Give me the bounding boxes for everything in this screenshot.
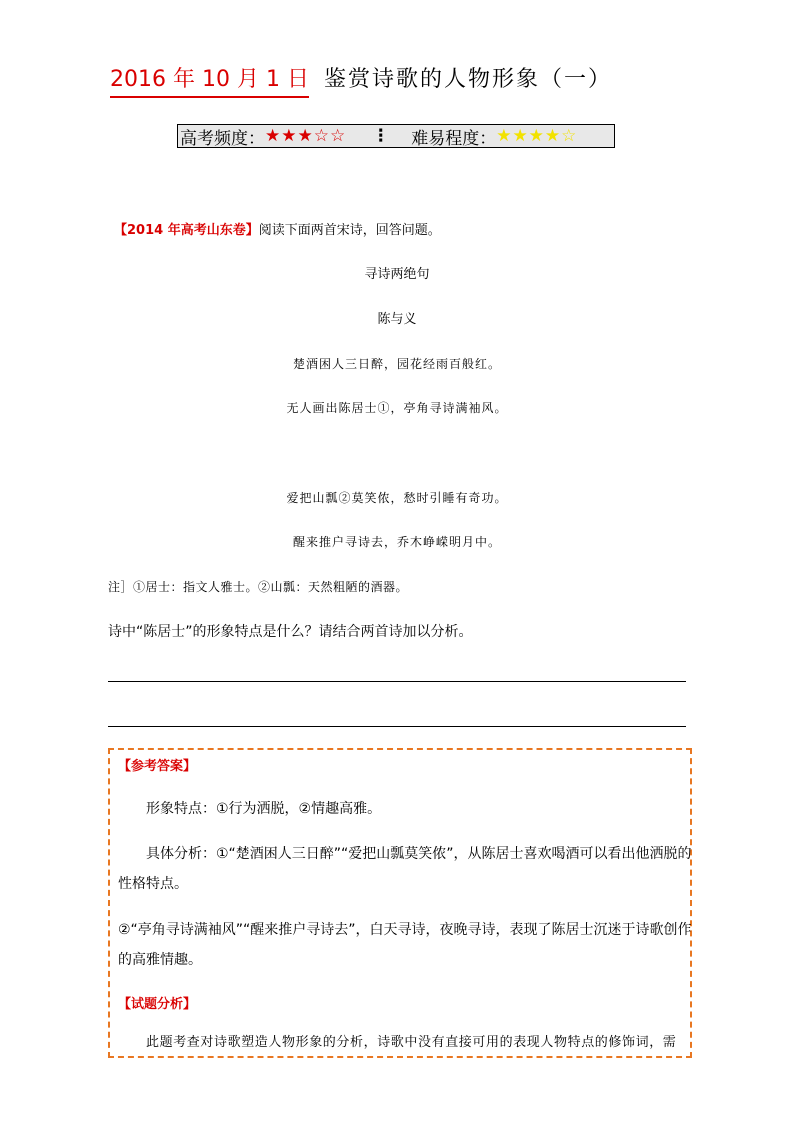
reference-answer-label: 【参考答案】 (118, 759, 197, 774)
difficulty-stars: ★★★★☆ (496, 126, 578, 146)
question-intro (114, 222, 441, 240)
poem-title: 寻诗两绝句 (364, 267, 430, 282)
answer-text: 性格特点。 (118, 876, 188, 892)
question-prompt: 诗中“陈居士”的形象特点是什么？请结合两首诗加以分析。 (108, 624, 473, 640)
analysis-label: 【试题分析】 (118, 997, 197, 1012)
question-source: 【2014 年高考山东卷】 (114, 223, 259, 238)
difficulty-label: 难易程度： (411, 128, 497, 149)
answer-blank-line (108, 726, 686, 727)
question-intro-text: 阅读下面两首宋诗，回答问题。 (258, 223, 441, 238)
answer-text: 形象特点：①行为洒脱，②情趣高雅。 (146, 801, 382, 817)
poem-verse: 爱把山瓢②莫笑侬，愁时引睡有奇功。 (286, 491, 508, 505)
poem-note: 注］①居士：指文人雅士。②山瓢：天然粗陋的酒器。 (108, 580, 409, 594)
rating-box (177, 124, 615, 148)
title-date: 2016 年 10 月 1 日 (110, 66, 309, 98)
answer-text: 的高雅情趣。 (118, 952, 202, 968)
rating-separator: ⋮ (372, 126, 390, 146)
answer-blank-line (108, 681, 686, 682)
poem-verse: 醒来推户寻诗去，乔木峥嵘明月中。 (292, 535, 501, 549)
frequency-label: 高考频度： (180, 128, 265, 149)
poem-verse: 无人画出陈居士①，亭角寻诗满袖风。 (286, 401, 508, 415)
poem-verse: 楚酒困人三日醉，园花经雨百般红。 (292, 357, 501, 371)
answer-text: 具体分析：①“楚酒困人三日醉”“爱把山瓢莫笑侬”，从陈居士喜欢喝酒可以看出他洒脱的 (146, 846, 692, 862)
frequency-stars: ★★★☆☆ (265, 126, 347, 146)
page-title: 鉴赏诗歌的人物形象（一） (324, 67, 613, 92)
poem-author: 陈与义 (377, 312, 417, 327)
answer-text: ②“亭角寻诗满袖风”“醒来推户寻诗去”，白天寻诗，夜晚寻诗，表现了陈居士沉迷于诗歌创作 (118, 922, 692, 938)
analysis-text: 此题考查对诗歌塑造人物形象的分析，诗歌中没有直接可用的表现人物特点的修饰词，需 (146, 1035, 677, 1050)
